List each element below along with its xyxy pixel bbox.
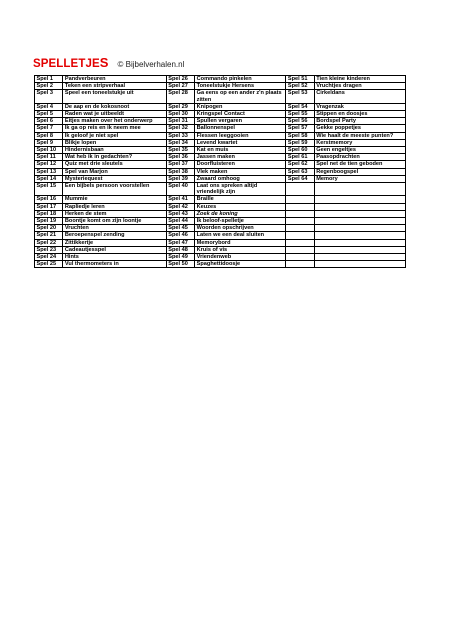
game-number-cell: Spel 39 xyxy=(166,175,194,182)
game-title-cell xyxy=(314,239,405,246)
game-number-cell xyxy=(286,203,314,210)
game-title-cell: Zittikkertje xyxy=(63,239,166,246)
game-title-cell: Eitjes maken over het onderwerp xyxy=(63,118,166,125)
game-title-cell: Ik geloof je niet spel xyxy=(63,132,166,139)
game-number-cell: Spel 23 xyxy=(35,246,63,253)
game-title-cell: Beroepenspel zending xyxy=(63,232,166,239)
game-title-cell xyxy=(314,254,405,261)
game-number-cell xyxy=(286,196,314,203)
game-title-cell: Herken de stem xyxy=(63,210,166,217)
game-number-cell: Spel 54 xyxy=(286,103,314,110)
game-title-cell xyxy=(314,225,405,232)
game-title-cell: Hindernisbaan xyxy=(63,147,166,154)
game-title-cell: Knipogen xyxy=(195,103,286,110)
game-number-cell: Spel 12 xyxy=(35,161,63,168)
table-row xyxy=(35,103,406,110)
game-title-cell: Kat en muis xyxy=(195,147,286,154)
game-title-cell xyxy=(314,203,405,210)
table-row xyxy=(35,210,406,217)
table-row xyxy=(35,125,406,132)
game-number-cell xyxy=(286,254,314,261)
game-number-cell: Spel 55 xyxy=(286,111,314,118)
game-number-cell: Spel 50 xyxy=(166,261,194,268)
game-number-cell: Spel 17 xyxy=(35,203,63,210)
table-row xyxy=(35,232,406,239)
game-title-cell: Regenboogspel xyxy=(314,168,405,175)
game-number-cell: Spel 61 xyxy=(286,154,314,161)
game-title-cell: Kringspel Contact xyxy=(195,111,286,118)
game-title-cell: Zwaard omhoog xyxy=(195,175,286,182)
game-number-cell xyxy=(286,210,314,217)
game-title-cell: Woorden opschrijven xyxy=(195,225,286,232)
table-row xyxy=(35,254,406,261)
table-row xyxy=(35,183,406,196)
game-number-cell: Spel 47 xyxy=(166,239,194,246)
game-title-cell: Rapliedje leren xyxy=(63,203,166,210)
game-number-cell: Spel 11 xyxy=(35,154,63,161)
game-number-cell: Spel 58 xyxy=(286,132,314,139)
game-title-cell: Mysteriequest xyxy=(63,175,166,182)
game-number-cell: Spel 21 xyxy=(35,232,63,239)
game-title-cell: De aap en de kokosnoot xyxy=(63,103,166,110)
game-title-cell: Zoek de koning xyxy=(195,210,286,217)
game-number-cell: Spel 9 xyxy=(35,139,63,146)
game-title-cell: Spaghettidoosje xyxy=(195,261,286,268)
game-title-cell: Hints xyxy=(63,254,166,261)
game-title-cell: Laten we een deal sluiten xyxy=(195,232,286,239)
game-number-cell: Spel 13 xyxy=(35,168,63,175)
game-number-cell: Spel 6 xyxy=(35,118,63,125)
game-number-cell: Spel 51 xyxy=(286,76,314,83)
game-title-cell xyxy=(314,183,405,196)
table-row xyxy=(35,154,406,161)
game-number-cell: Spel 52 xyxy=(286,83,314,90)
game-number-cell: Spel 57 xyxy=(286,125,314,132)
game-number-cell: Spel 60 xyxy=(286,147,314,154)
game-title-cell: Boontje komt om zijn loontje xyxy=(63,218,166,225)
game-title-cell: Cirkeldans xyxy=(314,90,405,103)
game-number-cell: Spel 32 xyxy=(166,125,194,132)
game-title-cell: Toneelstukje Hersens xyxy=(195,83,286,90)
game-number-cell: Spel 37 xyxy=(166,161,194,168)
game-title-cell: Flessen leeggooien xyxy=(195,132,286,139)
game-title-cell xyxy=(314,232,405,239)
title-main: SPELLETJE xyxy=(33,58,100,70)
game-number-cell: Spel 5 xyxy=(35,111,63,118)
game-number-cell xyxy=(286,239,314,246)
game-number-cell xyxy=(286,261,314,268)
game-number-cell: Spel 64 xyxy=(286,175,314,182)
game-number-cell: Spel 45 xyxy=(166,225,194,232)
game-number-cell: Spel 34 xyxy=(166,139,194,146)
game-title-cell: Levend kwartet xyxy=(195,139,286,146)
game-title-cell: Stippen en doosjes xyxy=(314,111,405,118)
game-title-cell: Laat ons spreken altijd vriendelijk zijn xyxy=(195,183,286,196)
game-number-cell: Spel 25 xyxy=(35,261,63,268)
game-title-cell: Geen engeltjes xyxy=(314,147,405,154)
game-title-cell: Kruis of vis xyxy=(195,246,286,253)
game-number-cell: Spel 7 xyxy=(35,125,63,132)
game-number-cell: Spel 36 xyxy=(166,154,194,161)
game-number-cell: Spel 31 xyxy=(166,118,194,125)
game-title-cell: Kerstmemory xyxy=(314,139,405,146)
game-number-cell: Spel 4 xyxy=(35,103,63,110)
game-number-cell: Spel 41 xyxy=(166,196,194,203)
game-number-cell: Spel 24 xyxy=(35,254,63,261)
game-title-cell: Raden wat je uitbeeldt xyxy=(63,111,166,118)
game-number-cell xyxy=(286,225,314,232)
game-number-cell: Spel 27 xyxy=(166,83,194,90)
game-number-cell: Spel 30 xyxy=(166,111,194,118)
game-title-cell: Vragenzak xyxy=(314,103,405,110)
game-number-cell: Spel 46 xyxy=(166,232,194,239)
game-number-cell: Spel 42 xyxy=(166,203,194,210)
game-number-cell: Spel 40 xyxy=(166,183,194,196)
table-row xyxy=(35,168,406,175)
table-row xyxy=(35,83,406,90)
game-number-cell xyxy=(286,232,314,239)
game-number-cell: Spel 18 xyxy=(35,210,63,217)
table-row xyxy=(35,147,406,154)
game-number-cell: Spel 53 xyxy=(286,90,314,103)
game-number-cell: Spel 26 xyxy=(166,76,194,83)
game-number-cell: Spel 49 xyxy=(166,254,194,261)
game-number-cell: Spel 43 xyxy=(166,210,194,217)
game-title-cell xyxy=(314,218,405,225)
table-row xyxy=(35,139,406,146)
table-row xyxy=(35,225,406,232)
game-number-cell: Spel 59 xyxy=(286,139,314,146)
game-title-cell: Vruchtjes dragen xyxy=(314,83,405,90)
game-number-cell: Spel 35 xyxy=(166,147,194,154)
game-title-cell: Jassen maken xyxy=(195,154,286,161)
game-title-cell: Spullen vergaren xyxy=(195,118,286,125)
game-number-cell: Spel 3 xyxy=(35,90,63,103)
table-row xyxy=(35,261,406,268)
game-title-cell: Vruchten xyxy=(63,225,166,232)
game-title-cell: Een bijbels persoon voorstellen xyxy=(63,183,166,196)
game-title-cell: Ga eens op een ander z'n plaats zitten xyxy=(195,90,286,103)
copyright-notice: © Bijbelverhalen.nl xyxy=(117,60,185,69)
table-row xyxy=(35,132,406,139)
table-row xyxy=(35,111,406,118)
game-number-cell: Spel 56 xyxy=(286,118,314,125)
game-number-cell: Spel 62 xyxy=(286,161,314,168)
game-title-cell xyxy=(314,196,405,203)
game-number-cell xyxy=(286,183,314,196)
game-title-cell: Speel een toneelstukje uit xyxy=(63,90,166,103)
game-title-cell xyxy=(314,261,405,268)
game-title-cell: Blikje lopen xyxy=(63,139,166,146)
table-row xyxy=(35,76,406,83)
game-title-cell: Spel net de tien geboden xyxy=(314,161,405,168)
game-number-cell: Spel 22 xyxy=(35,239,63,246)
game-title-cell: Ik ga op reis en ik neem mee xyxy=(63,125,166,132)
game-title-cell: Memorybord xyxy=(195,239,286,246)
game-number-cell: Spel 10 xyxy=(35,147,63,154)
table-row xyxy=(35,118,406,125)
game-number-cell xyxy=(286,246,314,253)
game-title-cell: Vul thermometers in xyxy=(63,261,166,268)
page-title xyxy=(33,55,109,70)
game-title-cell: Wat heb ik in gedachten? xyxy=(63,154,166,161)
game-title-cell: Vlek maken xyxy=(195,168,286,175)
game-number-cell: Spel 16 xyxy=(35,196,63,203)
page-header xyxy=(33,55,184,70)
games-table-body xyxy=(35,76,406,268)
table-row xyxy=(35,239,406,246)
game-title-cell: Gekke poppetjes xyxy=(314,125,405,132)
game-number-cell xyxy=(286,218,314,225)
game-title-cell xyxy=(314,210,405,217)
table-row xyxy=(35,161,406,168)
game-number-cell: Spel 19 xyxy=(35,218,63,225)
game-number-cell: Spel 63 xyxy=(286,168,314,175)
game-number-cell: Spel 28 xyxy=(166,90,194,103)
table-row xyxy=(35,246,406,253)
game-title-cell: Tien kleine kinderen xyxy=(314,76,405,83)
game-title-cell: Spel van Marjon xyxy=(63,168,166,175)
title-last-letter: S xyxy=(99,55,109,70)
game-title-cell: Ballonnenspel xyxy=(195,125,286,132)
game-title-cell: Vriendenweb xyxy=(195,254,286,261)
game-title-cell: Keuzes xyxy=(195,203,286,210)
game-number-cell: Spel 8 xyxy=(35,132,63,139)
game-title-cell: Paasopdrachten xyxy=(314,154,405,161)
games-table xyxy=(34,75,406,268)
table-row xyxy=(35,218,406,225)
game-number-cell: Spel 38 xyxy=(166,168,194,175)
game-title-cell: Doorfluisteren xyxy=(195,161,286,168)
game-number-cell: Spel 29 xyxy=(166,103,194,110)
game-title-cell: Pandverbeuren xyxy=(63,76,166,83)
table-row xyxy=(35,175,406,182)
game-title-cell: Braille xyxy=(195,196,286,203)
game-number-cell: Spel 44 xyxy=(166,218,194,225)
game-title-cell: Quiz met drie sleutels xyxy=(63,161,166,168)
game-number-cell: Spel 33 xyxy=(166,132,194,139)
game-title-cell: Wie haalt de meeste punten? xyxy=(314,132,405,139)
game-number-cell: Spel 20 xyxy=(35,225,63,232)
game-title-cell: Ik beloof-spelletje xyxy=(195,218,286,225)
game-number-cell: Spel 14 xyxy=(35,175,63,182)
game-number-cell: Spel 2 xyxy=(35,83,63,90)
game-title-cell: Commando pinkelen xyxy=(195,76,286,83)
table-row xyxy=(35,203,406,210)
game-title-cell: Mummie xyxy=(63,196,166,203)
game-number-cell: Spel 48 xyxy=(166,246,194,253)
game-title-cell: Bordspel Party xyxy=(314,118,405,125)
game-number-cell: Spel 1 xyxy=(35,76,63,83)
game-title-cell: Cadeautjesspel xyxy=(63,246,166,253)
game-title-cell: Memory xyxy=(314,175,405,182)
table-row xyxy=(35,196,406,203)
game-title-cell xyxy=(314,246,405,253)
table-row xyxy=(35,90,406,103)
game-title-cell: Teken een stripverhaal xyxy=(63,83,166,90)
game-number-cell: Spel 15 xyxy=(35,183,63,196)
